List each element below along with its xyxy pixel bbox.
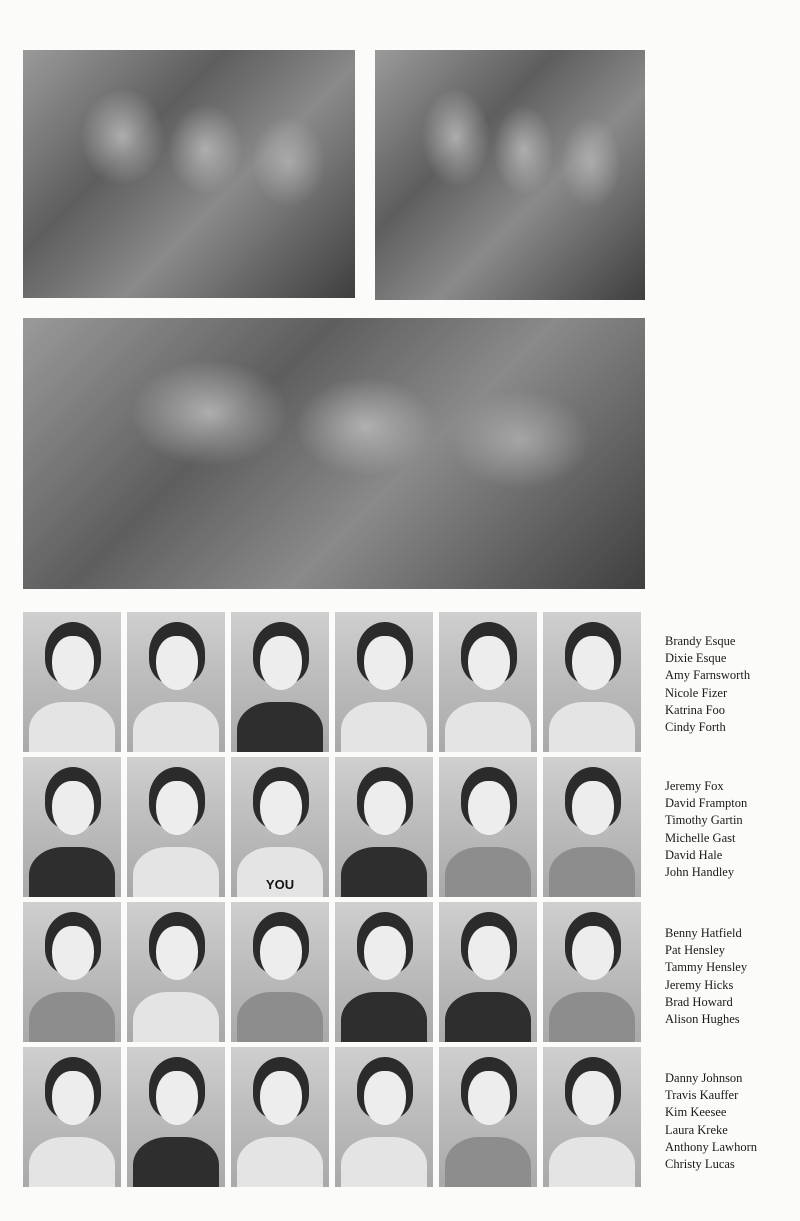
- student-name: Brandy Esque: [665, 634, 736, 648]
- student-portrait: [127, 612, 225, 752]
- student-name: Amy Farnsworth: [665, 668, 751, 683]
- portrait-body: [341, 992, 427, 1042]
- student-name: David Frampton: [665, 796, 748, 811]
- portrait-face: [156, 926, 198, 980]
- student-name: Alison Hughes: [665, 1012, 740, 1027]
- portrait-face: [364, 1071, 406, 1125]
- student-portrait: [127, 757, 225, 897]
- student-name: Christy Lucas: [665, 1157, 735, 1172]
- portrait-body: [341, 1137, 427, 1187]
- portrait-face: [468, 636, 510, 690]
- student-portrait: [543, 1047, 641, 1187]
- portrait-body: [29, 1137, 115, 1187]
- student-name: Tammy Hensley: [665, 960, 748, 975]
- student-name: Jeremy Fox: [665, 779, 724, 793]
- student-portrait: [439, 902, 537, 1042]
- shirt-text: YOU: [265, 877, 295, 892]
- portrait-body: [133, 702, 219, 752]
- portrait-face: [572, 636, 614, 690]
- names-row-2: [665, 778, 795, 881]
- portrait-body: [549, 847, 635, 897]
- student-portrait: [127, 1047, 225, 1187]
- student-portrait: [439, 1047, 537, 1187]
- student-name: John Handley: [665, 865, 735, 880]
- student-portrait: [23, 902, 121, 1042]
- student-name: Pat Hensley: [665, 943, 726, 958]
- student-name: Anthony Lawhorn: [665, 1139, 757, 1154]
- portrait-body: [341, 702, 427, 752]
- names-row-4: [665, 1070, 795, 1173]
- portrait-body: [549, 1137, 635, 1187]
- student-name: Kim Keesee: [665, 1105, 727, 1120]
- student-name: Laura Kreke: [665, 1122, 728, 1137]
- portrait-body: [237, 992, 323, 1042]
- portrait-face: [260, 926, 302, 980]
- student-portrait: [23, 757, 121, 897]
- student-name: Michelle Gast: [665, 830, 736, 845]
- portrait-face: [156, 636, 198, 690]
- student-name: Brad Howard: [665, 994, 733, 1009]
- portrait-body: [445, 1137, 531, 1187]
- portrait-body: [237, 1137, 323, 1187]
- candid-photo-three-girls: [23, 50, 355, 298]
- portrait-face: [364, 636, 406, 690]
- student-name: Katrina Foo: [665, 702, 726, 717]
- student-portrait: [23, 1047, 121, 1187]
- portrait-face: [572, 781, 614, 835]
- student-portrait: [543, 757, 641, 897]
- portrait-face: [52, 926, 94, 980]
- student-portrait: [231, 757, 329, 897]
- portrait-body: [237, 702, 323, 752]
- portrait-body: [29, 847, 115, 897]
- portrait-face: [156, 781, 198, 835]
- portrait-face: [52, 1071, 94, 1125]
- portrait-face: [572, 1071, 614, 1125]
- portrait-face: [52, 781, 94, 835]
- student-portrait: [335, 1047, 433, 1187]
- student-name: Benny Hatfield: [665, 926, 742, 940]
- student-portrait: [231, 1047, 329, 1187]
- student-portrait: [335, 757, 433, 897]
- portrait-face: [572, 926, 614, 980]
- portrait-face: [468, 926, 510, 980]
- portrait-face: [156, 1071, 198, 1125]
- student-portrait: [439, 612, 537, 752]
- candid-photo-two-girls: [375, 50, 645, 300]
- student-portrait: [543, 902, 641, 1042]
- classroom-photo: [23, 318, 645, 589]
- portrait-face: [260, 636, 302, 690]
- portrait-body: [549, 702, 635, 752]
- student-portrait: [231, 612, 329, 752]
- portrait-body: [549, 992, 635, 1042]
- portrait-body: [445, 847, 531, 897]
- student-name: Dixie Esque: [665, 651, 727, 666]
- portrait-body: [445, 992, 531, 1042]
- portrait-body: [341, 847, 427, 897]
- portrait-body: [133, 1137, 219, 1187]
- portrait-body: [29, 992, 115, 1042]
- student-portrait: [335, 612, 433, 752]
- portrait-face: [364, 926, 406, 980]
- student-portrait: [127, 902, 225, 1042]
- portrait-face: [364, 781, 406, 835]
- portrait-face: [260, 781, 302, 835]
- portrait-face: [468, 1071, 510, 1125]
- student-name: Jeremy Hicks: [665, 977, 734, 992]
- portrait-body: [133, 847, 219, 897]
- student-name: Timothy Gartin: [665, 813, 743, 828]
- student-portrait: [23, 612, 121, 752]
- portrait-body: [29, 702, 115, 752]
- student-portrait: [231, 902, 329, 1042]
- portrait-body: [445, 702, 531, 752]
- student-portrait: [543, 612, 641, 752]
- portrait-face: [468, 781, 510, 835]
- student-name: David Hale: [665, 847, 723, 862]
- student-portrait: [335, 902, 433, 1042]
- portrait-face: [52, 636, 94, 690]
- student-name: Cindy Forth: [665, 720, 726, 735]
- portrait-face: [260, 1071, 302, 1125]
- student-name: Travis Kauffer: [665, 1088, 739, 1103]
- student-name: Nicole Fizer: [665, 685, 728, 700]
- student-name: Danny Johnson: [665, 1071, 743, 1085]
- names-row-1: [665, 633, 795, 736]
- portrait-body: [133, 992, 219, 1042]
- names-row-3: [665, 925, 795, 1028]
- student-portrait: [439, 757, 537, 897]
